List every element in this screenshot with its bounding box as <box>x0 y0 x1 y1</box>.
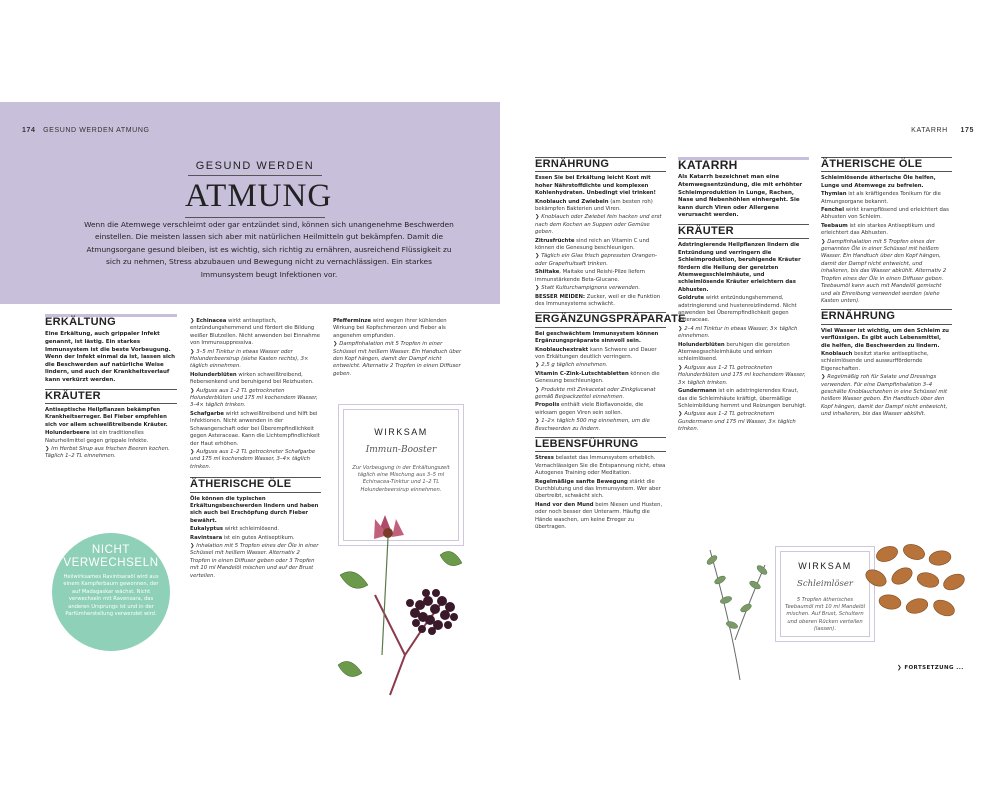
right-folio <box>911 127 974 134</box>
column-3 <box>333 318 465 379</box>
badge-title-line2: VERWECHSELN <box>63 557 159 569</box>
lede: Schleimlösende ätherische Öle helfen, Lunge und Atemwege zu befreien. <box>821 175 936 189</box>
paragraph: Vitamin C-Zink-Lutschtabletten können die Genesung beschleunigen. <box>535 370 660 385</box>
paragraph: Stress belastet das Immunsystem erheblich. Vernachlässigen Sie die Entspannung nicht, etwa Autogenes Training oder Meditation. <box>535 455 666 477</box>
instruction: ❯ Knoblauch oder Zwiebel fein hacken und erst nach dem Kochen an Suppen oder Gemüse geben. <box>535 214 662 236</box>
paragraph: Hand vor den Mund beim Niesen und Husten, oder noch besser den Unterarm. Häufig die Hände waschen, um keine Erreger zu übertragen. <box>535 501 663 531</box>
paragraph: Thymian ist als kräftigendes Tonikum für die Atmungsorgane bekannt. <box>821 191 941 205</box>
column-6 <box>821 157 952 420</box>
folio-topic: ATMUNG <box>116 127 150 134</box>
paragraph: Gundermann ist ein adstringierendes Kraut, das die Schleimhäute kräftigt, übermäßige Schleimbildung hemmt und Reizungen beruhigt. <box>678 388 807 409</box>
instruction: ❯ Regelmäßig roh für Salate und Dressings verwenden. Für eine Dampfinhalation 3–4 geschälte Knoblauchzehen in eine Schüssel mit heißem Wasser geben. Ein Handtuch über den Kopf hängen, damit der Dampf nicht entweicht, und inhalieren, bis das Wasser abkühlt. <box>821 374 948 418</box>
paragraph: Knoblauchextrakt kann Schwere und Dauer von Erkältungen deutlich verringern. <box>535 346 657 360</box>
heading-lebensfuehrung: LEBENSFÜHRUNG <box>535 437 666 452</box>
paragraph: Fenchel wirkt krampflösend und erleichtert das Abhusten von Schleim. <box>821 207 949 221</box>
lede: Als Katarrh bezeichnet man eine Atemwegsentzündung, die mit erhöhter Schleimproduktion in Lunge, Rachen, Nase und Nebenhöhlen einhergeht. Sie kann durch Viren oder Allergene verursacht werden. <box>678 174 803 219</box>
paragraph: Regelmäßige sanfte Bewegung stärkt die Durchblutung und das Immunsystem. Wer aber übertreibt, schwächt sich. <box>535 478 661 500</box>
heading-kraeuter: KRÄUTER <box>45 389 177 404</box>
heading-kraeuter: KRÄUTER <box>678 224 809 239</box>
paragraph: Knoblauch und Zwiebeln (am besten roh) bekämpfen Bakterien und Viren. <box>535 198 653 213</box>
paragraph: Eukalyptus wirkt schleimlösend. <box>190 526 280 533</box>
instruction: ❯ Im Herbst Sirup aus frischen Beeren kochen. Täglich 1–2 TL einnehmen. <box>45 446 170 460</box>
title-block <box>185 154 333 218</box>
card-text: 5 Tropfen ätherisches Teebaumöl mit 10 ml Mandelöl mischen. Auf Brust, Schultern und oberen Rücken verteilen (lassen). <box>784 597 866 632</box>
thyme-illustration <box>690 530 780 690</box>
instruction: ❯ Dampfinhalation mit 5 Tropfen in einer Schüssel mit heißem Wasser. Ein Handtuch über den Kopf hängen, damit der Dampf nicht entweicht. Alternativ 2 Tropfen in einen Diffuser geben. <box>333 341 462 377</box>
page-title: ATMUNG <box>185 178 325 218</box>
echinacea-flower <box>374 515 404 655</box>
wirksam-card-schleimloeser <box>775 546 875 642</box>
lede: Öle können die typischen Erkältungsbeschwerden lindern und haben sich auch bei Erschöpfung durch Fieber bewährt. <box>190 495 319 524</box>
berries <box>406 589 458 635</box>
paragraph: Propolis enthält viele Bioflavonoide, die wirksam gegen Viren sein sollen. <box>535 402 644 416</box>
paragraph: Teebaum ist ein starkes Antiseptikum und erleichtert das Abhusten. <box>821 222 935 237</box>
paragraph: Ravintsara ist ein gutes Antiseptikum. <box>190 534 295 541</box>
almonds-illustration <box>862 540 968 628</box>
column-2 <box>190 318 321 581</box>
left-folio <box>22 127 150 134</box>
paragraph: Holunderblüten wirken schweißtreibend, fiebersenkend und beruhigend bei Reizhusten. <box>190 371 314 386</box>
paragraph: Adstringierende Heilpflanzen lindern die Entzündung und verringern die Schleimproduktion, beruhigende Kräuter fördern die Heilung der gereizten Atemwegsschleimhäute, und schleimlösende Kräuter erleichtern das Abhusten. <box>678 242 801 293</box>
instruction: ❯ Aufguss aus 1–2 TL getrocknetem Gundermann und 175 ml Wasser, 3× täglich trinken. <box>678 411 796 433</box>
badge-text: Heilwirksames Ravintsaraöl wird aus einem Kampferbaum gewonnen, der auf Madagaskar wächst. Nicht verwechseln mit Ravensara, das anderen Ursprungs ist und in der Parfümherstellung verwendet wird. <box>63 574 159 618</box>
heading-ernaehrung: ERNÄHRUNG <box>535 157 666 172</box>
paragraph: ❯ Echinacea wirkt antiseptisch, entzündungshemmend und fördert die Bildung weißer Blutzellen. Nicht anwenden bei Einnahme von Immunsuppressiva. <box>190 318 321 347</box>
card-kicker: WIRKSAM <box>374 427 428 437</box>
paragraph: Antiseptische Heilpflanzen bekämpfen Krankheitserreger. Bei Fieber empfehlen sich vor allem schweißtreibende Kräuter. <box>45 406 168 428</box>
paragraph: Holunderblüten beruhigen die gereizten Atemwegsschleimhäute und wirken schleimlösend. <box>678 341 790 363</box>
lede: Bei geschwächtem Immunsystem können Ergänzungspräparate sinnvoll sein. <box>535 330 659 345</box>
nicht-verwechseln-badge <box>52 533 170 651</box>
instruction: ❯ 2,5 g täglich einnehmen. <box>535 362 608 369</box>
instruction: ❯ Dampfinhalation mit 5 Tropfen eines der genannten Öle in einer Schüssel mit heißem Wasser. Ein Handtuch über den Kopf hängen, damit der Dampf nicht entweicht, und inhalieren, bis das Wasser abkühlt. Alternativ 2 Tropfen eines der Öle in einen Diffuser geben. Teebaumöl kann auch mit Mandelöl gemischt und als Einreibung verwendet werden (siehe Kasten unten). <box>821 238 947 304</box>
kicker: GESUND WERDEN <box>188 160 322 176</box>
paragraph: Zitrusfrüchte sind reich an Vitamin C und können die Genesung beschleunigen. <box>535 237 650 252</box>
instruction: ❯ Statt Kulturchampignons verwenden. <box>535 285 641 292</box>
paragraph: Pfefferminze wird wegen ihrer kühlenden Wirkung bei Kopfschmerzen und Fieber als angenehm empfunden. <box>333 318 447 339</box>
lede: Viel Wasser ist wichtig, um den Schleim zu verflüssigen. Es gibt auch Lebensmittel, die helfen, die Beschwerden zu lindern. <box>821 327 949 349</box>
paragraph: Holunderbeere ist ein traditionelles Naturheilmittel gegen grippale Infekte. <box>45 430 149 444</box>
card-title: Schleimlöser <box>797 579 853 589</box>
continue-label: ❯ FORTSETZUNG ... <box>897 665 964 671</box>
elderberry-illustration <box>330 505 480 705</box>
paragraph: BESSER MEIDEN: Zucker, weil er die Funktion des Immunsystems schwächt. <box>535 293 661 307</box>
lede: Essen Sie bei Erkältung leicht Kost mit hoher Nährstoffdichte und komplexen Kohlenhydraten. Unbedingt viel trinken! <box>535 175 656 197</box>
instruction: ❯ Inhalation mit 5 Tropfen eines der Öle in einer Schüssel mit heißem Wasser. Alternativ 2 Tropfen in einen Diffuser geben oder 3 Tropfen mit 10 ml Mandelöl mischen und auf der Brust verteilen. <box>190 542 319 579</box>
page-number: 174 <box>22 127 36 134</box>
folio-section: GESUND WERDEN <box>43 127 114 134</box>
column-katarrh <box>678 157 809 435</box>
column-erkaeltung <box>45 314 177 462</box>
column-ernaehrung <box>535 157 686 532</box>
paragraph: Goldrute wirkt entzündungshemmend, adstringierend und hustenreizlindernd. Nicht anwenden bei Überempfindlichkeit gegen Asteraceae. <box>678 295 797 324</box>
folio-section: KATARRH <box>911 127 948 134</box>
paragraph: Knoblauch besitzt starke antiseptische, schleimlösende und auswurffördernde Eigenschaften. <box>821 350 929 372</box>
heading-aetherische-oele: ÄTHERISCHE ÖLE <box>190 477 321 492</box>
card-text: Zur Vorbeugung in der Erkältungszeit täglich eine Mischung aus 3–5 ml Echinacea-Tinktur und 1–2 TL Holunderbeersirup einnehmen. <box>352 465 450 493</box>
instruction: ❯ Produkte mit Zinkacetat oder Zinkglucanat gemäß Beipackzettel einnehmen. <box>535 386 656 400</box>
card-kicker: WIRKSAM <box>798 561 852 571</box>
paragraph: Schafgarbe wirkt schweißtreibend und hilft bei Infektionen. Nicht anwenden in der Schwangerschaft oder bei Überempfindlichkeit gegen Asteraceae. Kann die Lichtempfindlichkeit der Haut erhöhen. <box>190 410 320 447</box>
heading-katarrh: KATARRH <box>678 157 809 171</box>
instruction: ❯ Täglich ein Glas frisch gepressten Orangen- oder Grapefruitsaft trinken. <box>535 253 657 267</box>
instruction: ❯ 3–5 ml Tinktur in etwas Wasser oder Holunderbeersirup (siehe Kasten rechts), 3× täglich einnehmen. <box>190 348 309 370</box>
heading-aetherische-oele: ÄTHERISCHE ÖLE <box>821 157 952 172</box>
page-number: 175 <box>960 127 974 134</box>
heading-ernaehrung: ERNÄHRUNG <box>821 309 952 324</box>
heading-ergaenzungspraeparate: ERGÄNZUNGSPRÄPARATE <box>535 312 666 327</box>
instruction: ❯ 2–4 ml Tinktur in etwas Wasser, 3× täglich einnehmen. <box>678 325 798 340</box>
instruction: ❯ 1–2× täglich 500 mg einnehmen, um die Beschwerden zu lindern. <box>535 418 650 432</box>
intro-text: Wenn die Atemwege verschleimt oder gar entzündet sind, können sich unangenehme Beschwerden einstellen. Die meisten lassen sich aber mit natürlichen Heilmitteln gut bekämpfen. Damit die Atmungsorgane gesund bleiben, ist es wichtig, sich richtig zu ernähren, ausreichend Flüssigkeit zu sich zu nehmen, Stress abzubauen und Bewegung nicht zu vernachlässigen. Ein starkes Immunsystem beugt Infektionen vor. <box>84 220 454 279</box>
card-title: Immun-Booster <box>365 445 437 455</box>
heading-erkaeltung: ERKÄLTUNG <box>45 314 177 328</box>
instruction: ❯ Aufguss aus 1–2 TL getrockneten Holunderblüten und 175 ml kochendem Wasser, 3× täglich trinken. <box>678 364 806 386</box>
paragraph: Shiitake, Maitake und Reishi-Pilze liefern immunstärkende Beta-Glucane. <box>535 269 646 283</box>
lede: Eine Erkältung, auch grippaler Infekt genannt, ist lästig. Ein starkes Immunsystem ist die beste Vorbeugung. Wenn der Infekt einmal da ist, lassen sich die Beschwerden auf natürliche Weise lindern, und auch der Krankheitsverlauf kann verkürzt werden. <box>45 331 176 383</box>
instruction: ❯ Aufguss aus 1–2 TL getrockneten Holunderblüten und 175 ml kochendem Wasser, 3–4× täglich trinken. <box>190 387 318 409</box>
instruction: ❯ Aufguss aus 1–2 TL getrockneter Schafgarbe und 175 ml kochendem Wasser, 3–4× täglich trinken. <box>190 448 316 470</box>
badge-title-line1: NICHT <box>91 544 131 556</box>
